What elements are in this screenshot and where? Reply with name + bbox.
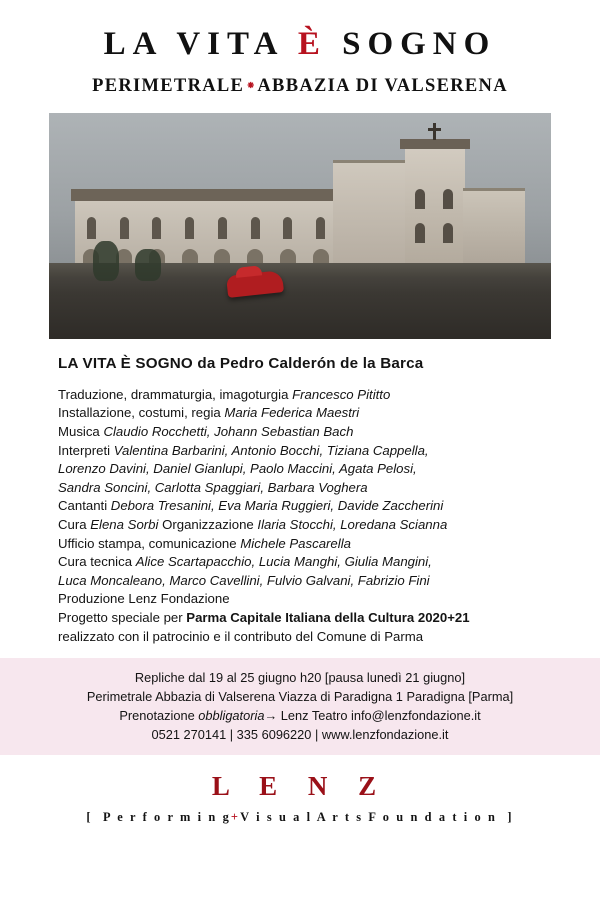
credit-names: Claudio Rocchetti, Johann Sebastian Bach bbox=[103, 424, 354, 440]
subtitle-left: PERIMETRALE bbox=[92, 76, 245, 97]
credit-names: Alice Scartapacchio, Lucia Manghi, Giulia Mangini, bbox=[135, 554, 432, 570]
special-project-prefix: Progetto speciale per bbox=[58, 610, 187, 626]
credit-line bbox=[58, 590, 544, 609]
title-part2: SOGNO bbox=[326, 26, 497, 62]
page-title bbox=[0, 26, 600, 62]
credit-names: Debora Tresanini, Eva Maria Ruggieri, Davide Zaccherini bbox=[110, 498, 444, 514]
credit-line bbox=[58, 442, 544, 461]
photo-tree bbox=[93, 241, 119, 281]
credit-role: Interpreti bbox=[58, 442, 114, 458]
credit-role: Cura tecnica bbox=[58, 554, 136, 570]
special-project-bold: Parma Capitale Italiana della Cultura 2020+21 bbox=[186, 610, 470, 626]
tagline-open-bracket: [ bbox=[86, 810, 93, 825]
credits-block bbox=[0, 339, 600, 646]
credit-line bbox=[58, 404, 544, 423]
credit-line bbox=[58, 497, 544, 516]
info-contacts[interactable]: 0521 270141 | 335 6096220 | www.lenzfondazione.it bbox=[151, 727, 449, 743]
info-dates: Repliche dal 19 al 25 giugno h20 [pausa lunedì 21 giugno] bbox=[134, 670, 466, 686]
credit-role: Musica bbox=[58, 424, 104, 440]
abbey-tower-window bbox=[443, 223, 453, 243]
title-part1: LA VITA bbox=[103, 26, 298, 62]
subtitle-separator-icon: ⁕ bbox=[246, 80, 256, 93]
photo-ground bbox=[49, 263, 551, 339]
credit-line bbox=[58, 516, 544, 535]
credit-line bbox=[58, 479, 544, 498]
info-venue: Perimetrale Abbazia di Valserena Viazza di Paradigna 1 Paradigna [Parma] bbox=[86, 689, 514, 705]
booking-post[interactable]: → Lenz Teatro info@lenzfondazione.it bbox=[264, 708, 481, 724]
credit-line bbox=[58, 386, 544, 405]
abbey-bell-tower bbox=[405, 149, 465, 275]
tagline-left: P e r f o r m i n g bbox=[103, 810, 231, 825]
credit-names: Francesco Pititto bbox=[292, 386, 391, 402]
booking-prefix: Prenotazione bbox=[119, 708, 199, 724]
tagline-plus: + bbox=[230, 810, 241, 825]
photo-tree bbox=[135, 249, 161, 281]
info-booking bbox=[20, 706, 580, 725]
credit-names: Michele Pascarella bbox=[240, 535, 351, 551]
credits-headline-title: LA VITA È SOGNO bbox=[58, 355, 193, 373]
abbazia-di-valserena-photo bbox=[49, 113, 551, 339]
credit-line bbox=[58, 553, 544, 572]
patronage-text: realizzato con il patrocinio e il contributo del Comune di Parma bbox=[58, 628, 424, 644]
booking-italic: obbligatoria bbox=[198, 708, 265, 724]
credit-names: Valentina Barbarini, Antonio Bocchi, Tiziana Cappella, bbox=[113, 442, 429, 458]
credit-names: Sandra Soncini, Carlotta Spaggiari, Barbara Voghera bbox=[58, 479, 368, 495]
credit-names: Maria Federica Maestri bbox=[224, 405, 360, 421]
credit-line bbox=[58, 535, 544, 554]
abbey-nave-roof bbox=[71, 189, 341, 201]
info-band bbox=[0, 658, 600, 755]
credit-role: Cura bbox=[58, 517, 91, 533]
credit-role: Traduzione, drammaturgia, imagoturgia bbox=[58, 386, 293, 402]
lenz-logo: L E N Z bbox=[211, 771, 389, 802]
credit-line-patronage bbox=[58, 628, 544, 647]
abbey-tower-window bbox=[415, 189, 425, 209]
credits-headline bbox=[58, 355, 544, 374]
credit-role: Cantanti bbox=[58, 498, 111, 514]
credit-line bbox=[58, 423, 544, 442]
credit-line bbox=[58, 460, 544, 479]
credit-names: Lorenzo Davini, Daniel Gianlupi, Paolo Maccini, Agata Pelosi, bbox=[58, 461, 417, 477]
credit-line bbox=[58, 572, 544, 591]
tagline-close-bracket: ] bbox=[507, 810, 514, 825]
credit-names: Luca Moncaleano, Marco Cavellini, Fulvio Galvani, Fabrizio Fini bbox=[58, 572, 430, 588]
subtitle bbox=[0, 76, 600, 97]
credit-role: Ufficio stampa, comunicazione bbox=[58, 535, 241, 551]
credit-names: Elena Sorbi bbox=[90, 517, 159, 533]
credit-line-special-project bbox=[58, 609, 544, 628]
footer bbox=[0, 755, 600, 825]
credits-headline-author: da Pedro Calderón de la Barca bbox=[192, 355, 424, 373]
abbey-tower-window bbox=[415, 223, 425, 243]
abbey-tower-window bbox=[443, 189, 453, 209]
cross-icon bbox=[433, 123, 436, 140]
footer-tagline bbox=[0, 810, 600, 825]
subtitle-right: ABBAZIA DI VALSERENA bbox=[257, 76, 508, 97]
abbey-tower-cap bbox=[400, 139, 470, 149]
credit-role: Produzione Lenz Fondazione bbox=[58, 591, 230, 607]
credit-role: Installazione, costumi, regia bbox=[58, 405, 225, 421]
title-block bbox=[0, 0, 600, 97]
abbey-transept bbox=[333, 160, 407, 275]
title-accent-letter: È bbox=[297, 26, 327, 62]
abbey-nave-windows bbox=[87, 217, 325, 241]
tagline-right: V i s u a l A r t s F o u n d a t i o n bbox=[240, 810, 497, 825]
credit-role-2: Organizzazione bbox=[158, 517, 258, 533]
abbey-apse bbox=[463, 188, 525, 275]
credit-names-2: Ilaria Stocchi, Loredana Scianna bbox=[257, 517, 448, 533]
